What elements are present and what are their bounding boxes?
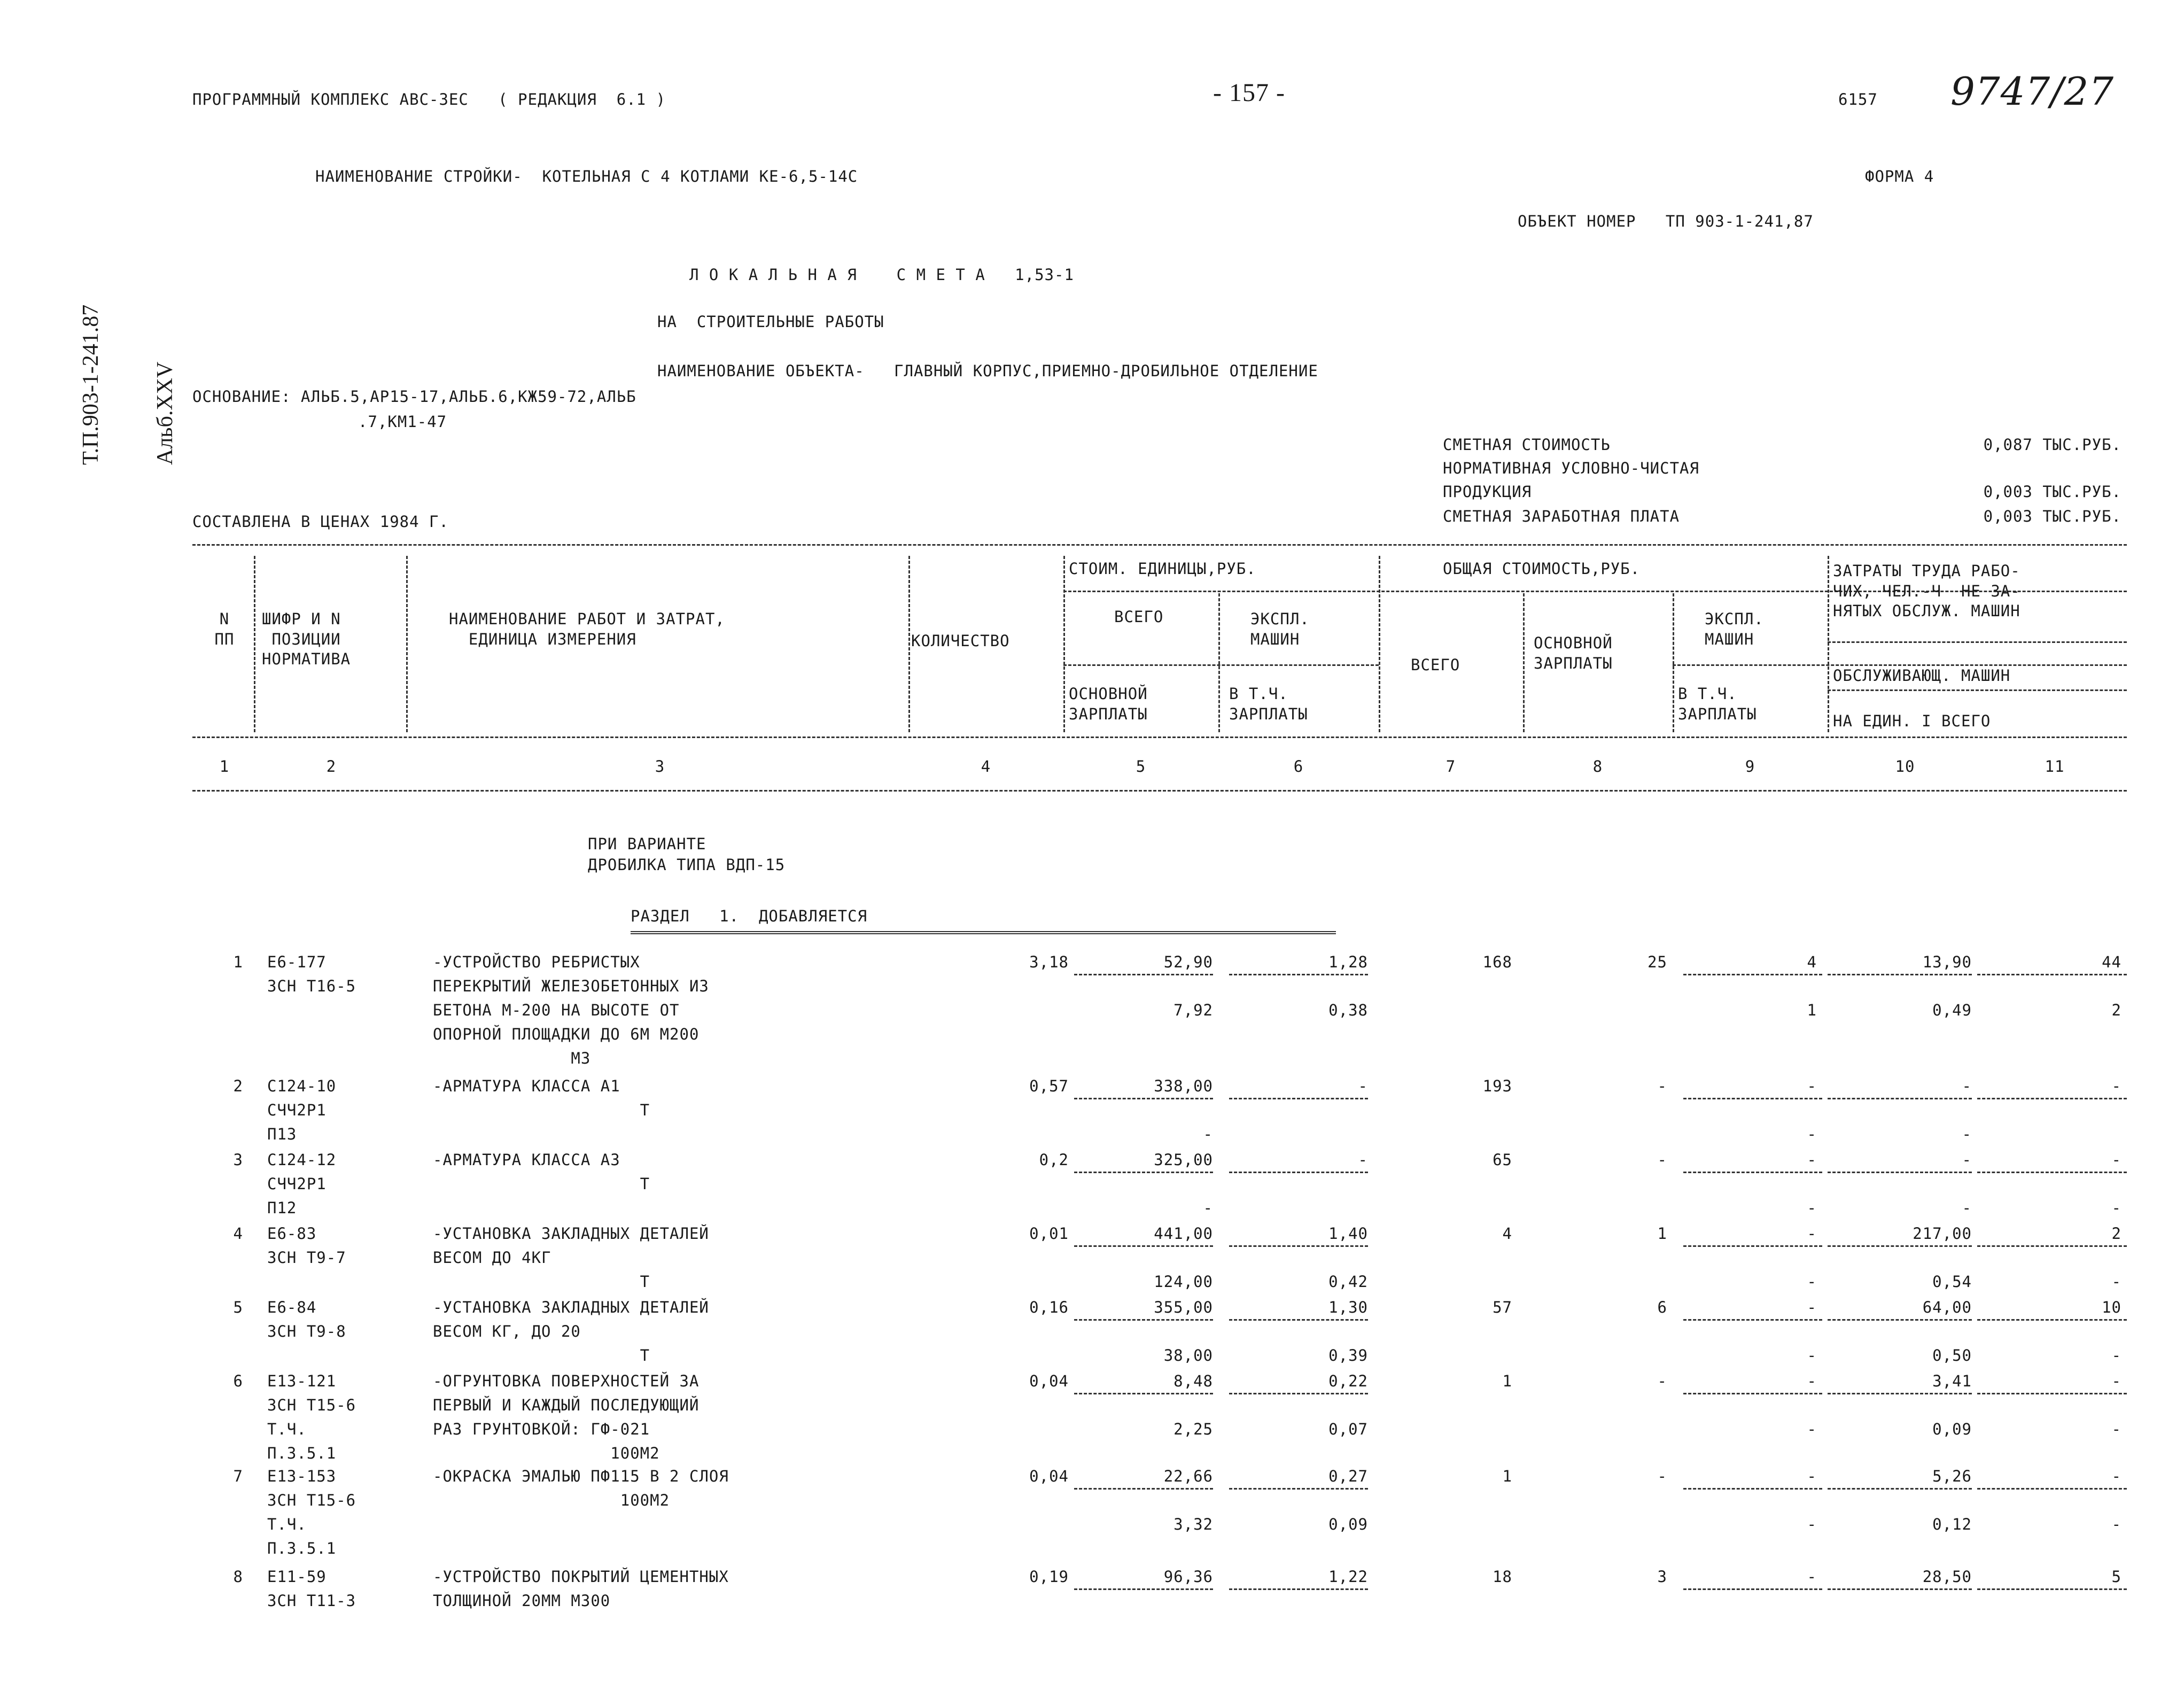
cell-divider — [1977, 1319, 2127, 1321]
row-labor-unit: 3,41 — [1932, 1372, 1972, 1390]
row-quantity: 0,16 — [1029, 1298, 1069, 1316]
head-sub-rule — [1828, 641, 2127, 643]
row-unit-incl-wages: 0,07 — [1328, 1420, 1368, 1438]
row-unit-machines: 0,22 — [1328, 1372, 1368, 1390]
section-title: РАЗДЕЛ 1. ДОБАВЛЯЕТСЯ — [631, 907, 868, 925]
row-labor-total-machines: - — [2111, 1420, 2121, 1438]
row-code: Е6-83 ЗСН Т9-7 — [267, 1224, 346, 1267]
row-unit-machines: - — [1358, 1151, 1368, 1169]
handwritten-number: 9747/27 — [1950, 69, 2115, 114]
row-machines: - — [1807, 1077, 1817, 1095]
row-machines: - — [1807, 1298, 1817, 1316]
row-labor-unit: 217,00 — [1913, 1224, 1972, 1243]
row-labor-total: 2 — [2111, 1224, 2121, 1243]
cell-divider — [1828, 1172, 1972, 1173]
row-unit-machines: 0,27 — [1328, 1467, 1368, 1485]
col-head-labor-machines: ОБСЛУЖИВАЮЩ. МАШИН — [1833, 666, 2011, 685]
column-number: 1 — [219, 757, 230, 776]
cell-divider — [1229, 1488, 1368, 1490]
row-unit-machines: 1,30 — [1328, 1298, 1368, 1316]
cell-divider — [1229, 1245, 1368, 1247]
head-sub-rule — [1828, 689, 2127, 691]
row-wages: 25 — [1647, 953, 1667, 971]
row-labor-total-machines: - — [2111, 1199, 2121, 1217]
cell-divider — [1828, 1319, 1972, 1321]
cell-divider — [1683, 974, 1822, 975]
column-number: 9 — [1745, 757, 1755, 776]
row-name: -УСТАНОВКА ЗАКЛАДНЫХ ДЕТАЛЕЙ ВЕСОМ КГ, ДО 20 Т — [433, 1298, 709, 1364]
cell-divider — [1977, 1588, 2127, 1590]
row-code: Е6-177 ЗСН Т16-5 — [267, 953, 356, 995]
row-name: -АРМАТУРА КЛАССА А1 Т — [433, 1077, 650, 1119]
cell-divider — [1074, 1245, 1213, 1247]
row-labor-total: 10 — [2102, 1298, 2121, 1316]
program-name: ПРОГРАММНЫЙ КОМПЛЕКС АВС-3ЕС ( РЕДАКЦИЯ 6.1 ) — [192, 90, 666, 108]
table-top-rule — [192, 544, 2127, 546]
row-labor-total-machines: 2 — [2111, 1001, 2121, 1019]
row-machines-incl-wages: - — [1807, 1273, 1817, 1291]
col-head-code: ШИФР И N ПОЗИЦИИ НОРМАТИВА — [262, 610, 351, 669]
row-unit-total: 22,66 — [1163, 1467, 1213, 1485]
head-divider — [908, 556, 910, 732]
cell-divider — [1074, 1172, 1213, 1173]
cell-divider — [1828, 1393, 1972, 1394]
page-number: - 157 - — [1213, 79, 1285, 107]
row-name: -УСТРОЙСТВО РЕБРИСТЫХ ПЕРЕКРЫТИЙ ЖЕЛЕЗОБЕТОННЫХ ИЗ БЕТОНА М-200 НА ВЫСОТЕ ОТ ОПОРНОЙ ПЛОЩАДКИ ДО 6М М200 М3 — [433, 953, 709, 1067]
cell-divider — [1683, 1172, 1822, 1173]
row-name: -УСТАНОВКА ЗАКЛАДНЫХ ДЕТАЛЕЙ ВЕСОМ ДО 4КГ Т — [433, 1224, 709, 1291]
head-sub-rule — [1673, 664, 2127, 666]
row-wages: - — [1657, 1077, 1667, 1095]
form-number: ФОРМА 4 — [1865, 167, 1934, 185]
row-number: 8 — [233, 1568, 243, 1586]
row-code: Е13-121 ЗСН Т15-6 Т.Ч. П.3.5.1 — [267, 1372, 356, 1462]
column-number: 2 — [326, 757, 337, 776]
row-number: 4 — [233, 1224, 243, 1243]
row-code: Е6-84 ЗСН Т9-8 — [267, 1298, 346, 1340]
row-labor-unit-machines: 0,54 — [1932, 1273, 1972, 1291]
row-quantity: 0,01 — [1029, 1224, 1069, 1243]
row-total: 1 — [1502, 1372, 1512, 1390]
row-code: Е13-153 ЗСН Т15-6 Т.Ч. П.3.5.1 — [267, 1467, 356, 1557]
col-head-total-machines: ЭКСПЛ. МАШИН — [1705, 610, 1764, 648]
row-unit-total: 8,48 — [1173, 1372, 1213, 1390]
side-stamp-album: Альб.XXV — [152, 361, 177, 465]
row-unit-wages: 2,25 — [1173, 1420, 1213, 1438]
column-number: 11 — [2045, 757, 2065, 776]
cell-divider — [1828, 974, 1972, 975]
row-labor-unit-machines: 0,49 — [1932, 1001, 1972, 1019]
row-name: -ОКРАСКА ЭМАЛЬЮ ПФ115 В 2 СЛОЯ 100М2 — [433, 1467, 729, 1509]
summary-value: 0,003 ТЫС.РУБ. — [1983, 507, 2121, 525]
row-unit-wages: 38,00 — [1163, 1346, 1213, 1364]
row-labor-unit-machines: - — [1962, 1125, 1972, 1143]
head-divider — [1218, 593, 1220, 732]
cell-divider — [1074, 1098, 1213, 1099]
summary-label: НОРМАТИВНАЯ УСЛОВНО-ЧИСТАЯ — [1443, 459, 1699, 477]
head-divider — [406, 556, 408, 732]
row-labor-unit-machines: 0,50 — [1932, 1346, 1972, 1364]
row-wages: - — [1657, 1467, 1667, 1485]
head-divider — [254, 556, 255, 732]
row-quantity: 0,2 — [1039, 1151, 1069, 1169]
row-code: С124-12 СЧЧ2Р1 П12 — [267, 1151, 337, 1217]
row-unit-total: 441,00 — [1154, 1224, 1213, 1243]
row-labor-total: 44 — [2102, 953, 2121, 971]
row-unit-total: 96,36 — [1163, 1568, 1213, 1586]
row-wages: 3 — [1657, 1568, 1667, 1586]
cell-divider — [1074, 1588, 1213, 1590]
col-head-total-wages: ОСНОВНОЙ ЗАРПЛАТЫ — [1534, 634, 1613, 672]
row-machines-incl-wages: - — [1807, 1420, 1817, 1438]
row-number: 1 — [233, 953, 243, 971]
row-labor-total: - — [2111, 1372, 2121, 1390]
row-number: 3 — [233, 1151, 243, 1169]
summary-label: СМЕТНАЯ ЗАРАБОТНАЯ ПЛАТА — [1443, 507, 1680, 525]
col-head-unit-machines: ЭКСПЛ. МАШИН — [1250, 610, 1310, 648]
cell-divider — [1828, 1488, 1972, 1490]
row-quantity: 0,04 — [1029, 1372, 1069, 1390]
cell-divider — [1977, 974, 2127, 975]
row-wages: 6 — [1657, 1298, 1667, 1316]
row-labor-unit: - — [1962, 1151, 1972, 1169]
side-stamp — [29, 305, 202, 465]
object-number: ОБЪЕКТ НОМЕР ТП 903-1-241,87 — [1518, 212, 1814, 230]
col-head-total-cost: ОБЩАЯ СТОИМОСТЬ,РУБ. — [1443, 560, 1641, 578]
row-wages: - — [1657, 1151, 1667, 1169]
row-unit-machines: 1,28 — [1328, 953, 1368, 971]
row-labor-unit: 13,90 — [1922, 953, 1972, 971]
column-number: 4 — [981, 757, 991, 776]
row-machines-incl-wages: - — [1807, 1125, 1817, 1143]
head-divider — [1523, 593, 1525, 732]
cell-divider — [1229, 1588, 1368, 1590]
cell-divider — [1074, 1488, 1213, 1490]
row-labor-total: - — [2111, 1467, 2121, 1485]
col-head-unit-total: ВСЕГО — [1114, 608, 1164, 626]
head-rule — [192, 736, 2127, 738]
row-number: 2 — [233, 1077, 243, 1095]
col-head-unit-incl-wages: В Т.Ч. ЗАРПЛАТЫ — [1229, 685, 1308, 723]
object-name: НАИМЕНОВАНИЕ ОБЪЕКТА- ГЛАВНЫЙ КОРПУС,ПРИЕМНО-ДРОБИЛЬНОЕ ОТДЕЛЕНИЕ — [657, 362, 1318, 380]
cell-divider — [1229, 1172, 1368, 1173]
variant-note: ПРИ ВАРИАНТЕ ДРОБИЛКА ТИПА ВДП-15 — [588, 835, 786, 874]
row-labor-unit: - — [1962, 1077, 1972, 1095]
row-unit-wages: 7,92 — [1173, 1001, 1213, 1019]
row-quantity: 0,57 — [1029, 1077, 1069, 1095]
row-labor-unit: 5,26 — [1932, 1467, 1972, 1485]
row-total: 65 — [1493, 1151, 1512, 1169]
cell-divider — [1683, 1319, 1822, 1321]
cell-divider — [1683, 1588, 1822, 1590]
col-head-name: НАИМЕНОВАНИЕ РАБОТ И ЗАТРАТ, ЕДИНИЦА ИЗМЕРЕНИЯ — [449, 610, 725, 648]
row-unit-machines: 1,40 — [1328, 1224, 1368, 1243]
row-total: 57 — [1493, 1298, 1512, 1316]
col-head-total: ВСЕГО — [1411, 656, 1460, 674]
head-divider — [1828, 556, 1829, 732]
head-bottom-rule — [192, 790, 2127, 792]
cell-divider — [1977, 1098, 2127, 1099]
row-unit-incl-wages: 0,38 — [1328, 1001, 1368, 1019]
construction-name: НАИМЕНОВАНИЕ СТРОЙКИ- КОТЕЛЬНАЯ С 4 КОТЛАМИ КЕ-6,5-14С — [315, 167, 858, 185]
row-total: 4 — [1502, 1224, 1512, 1243]
cell-divider — [1977, 1172, 2127, 1173]
cell-divider — [1229, 1393, 1368, 1394]
column-number: 5 — [1136, 757, 1146, 776]
row-machines: - — [1807, 1467, 1817, 1485]
cell-divider — [1828, 1588, 1972, 1590]
row-machines: - — [1807, 1372, 1817, 1390]
row-unit-incl-wages: 0,09 — [1328, 1515, 1368, 1533]
head-divider — [1379, 556, 1380, 732]
row-number: 6 — [233, 1372, 243, 1390]
cell-divider — [1828, 1245, 1972, 1247]
cell-divider — [1074, 1393, 1213, 1394]
row-unit-total: 338,00 — [1154, 1077, 1213, 1095]
cell-divider — [1229, 974, 1368, 975]
document-code: 6157 — [1838, 90, 1878, 108]
cell-divider — [1828, 1098, 1972, 1099]
row-labor-unit: 64,00 — [1922, 1298, 1972, 1316]
row-machines: - — [1807, 1224, 1817, 1243]
col-head-labor-units: НА ЕДИН. I ВСЕГО — [1833, 712, 1991, 730]
cell-divider — [1074, 974, 1213, 975]
row-total: 1 — [1502, 1467, 1512, 1485]
document-subtitle: НА СТРОИТЕЛЬНЫЕ РАБОТЫ — [657, 313, 884, 331]
column-number: 6 — [1293, 757, 1304, 776]
column-number: 3 — [655, 757, 665, 776]
cell-divider — [1683, 1393, 1822, 1394]
row-machines-incl-wages: - — [1807, 1199, 1817, 1217]
document-title: Л О К А Л Ь Н А Я С М Е Т А 1,53-1 — [689, 266, 1074, 284]
row-total: 193 — [1482, 1077, 1512, 1095]
row-unit-incl-wages: 0,42 — [1328, 1273, 1368, 1291]
row-unit-total: 52,90 — [1163, 953, 1213, 971]
row-labor-total-machines: - — [2111, 1515, 2121, 1533]
row-labor-total: - — [2111, 1151, 2121, 1169]
row-number: 5 — [233, 1298, 243, 1316]
row-unit-wages: - — [1203, 1125, 1213, 1143]
row-total: 18 — [1493, 1568, 1512, 1586]
col-head-labor: ЗАТРАТЫ ТРУДА РАБО- ЧИХ, ЧЕЛ.-Ч НЕ ЗА- НЯТЫХ ОБСЛУЖ. МАШИН — [1833, 562, 2020, 621]
row-code: Е11-59 ЗСН Т11-3 — [267, 1568, 356, 1610]
head-divider — [1673, 593, 1674, 732]
row-machines-incl-wages: - — [1807, 1515, 1817, 1533]
cell-divider — [1074, 1319, 1213, 1321]
row-wages: 1 — [1657, 1224, 1667, 1243]
row-machines: 4 — [1807, 953, 1817, 971]
column-number: 8 — [1592, 757, 1603, 776]
summary-value: 0,003 ТЫС.РУБ. — [1983, 483, 2121, 501]
price-level: СОСТАВЛЕНА В ЦЕНАХ 1984 Г. — [192, 513, 449, 531]
col-head-unit-cost: СТОИМ. ЕДИНИЦЫ,РУБ. — [1069, 560, 1256, 578]
row-name: -АРМАТУРА КЛАССА А3 Т — [433, 1151, 650, 1193]
row-machines: - — [1807, 1568, 1817, 1586]
row-unit-wages: - — [1203, 1199, 1213, 1217]
row-unit-total: 325,00 — [1154, 1151, 1213, 1169]
head-divider — [1063, 556, 1065, 732]
row-unit-total: 355,00 — [1154, 1298, 1213, 1316]
basis-line-1: ОСНОВАНИЕ: АЛЬБ.5,АР15-17,АЛЬБ.6,КЖ59-72,АЛЬБ — [192, 387, 636, 406]
cell-divider — [1683, 1245, 1822, 1247]
cell-divider — [1977, 1245, 2127, 1247]
cell-divider — [1977, 1393, 2127, 1394]
row-unit-machines: 1,22 — [1328, 1568, 1368, 1586]
cell-divider — [1683, 1098, 1822, 1099]
row-labor-unit-machines: 0,12 — [1932, 1515, 1972, 1533]
row-quantity: 0,04 — [1029, 1467, 1069, 1485]
row-labor-total: - — [2111, 1077, 2121, 1095]
cell-divider — [1683, 1488, 1822, 1490]
summary-label: СМЕТНАЯ СТОИМОСТЬ — [1443, 436, 1611, 454]
row-name: -ОГРУНТОВКА ПОВЕРХНОСТЕЙ ЗА ПЕРВЫЙ И КАЖДЫЙ ПОСЛЕДУЮЩИЙ РАЗ ГРУНТОВКОЙ: ГФ-021 100М2 — [433, 1372, 699, 1462]
row-machines-incl-wages: 1 — [1807, 1001, 1817, 1019]
row-labor-total-machines: - — [2111, 1273, 2121, 1291]
row-code: С124-10 СЧЧ2Р1 П13 — [267, 1077, 337, 1143]
column-number: 7 — [1445, 757, 1456, 776]
row-unit-incl-wages: 0,39 — [1328, 1346, 1368, 1364]
row-labor-total: 5 — [2111, 1568, 2121, 1586]
col-head-qty: КОЛИЧЕСТВО — [911, 632, 1010, 650]
row-labor-unit: 28,50 — [1922, 1568, 1972, 1586]
col-head-total-incl-wages: В Т.Ч. ЗАРПЛАТЫ — [1678, 685, 1757, 723]
row-total: 168 — [1482, 953, 1512, 971]
row-unit-wages: 124,00 — [1154, 1273, 1213, 1291]
row-unit-wages: 3,32 — [1173, 1515, 1213, 1533]
row-machines-incl-wages: - — [1807, 1346, 1817, 1364]
side-stamp-project: Т.П.903-1-241.87 — [79, 304, 104, 465]
section-underline — [631, 931, 1336, 934]
cell-divider — [1229, 1319, 1368, 1321]
row-wages: - — [1657, 1372, 1667, 1390]
row-machines: - — [1807, 1151, 1817, 1169]
basis-line-2: .7,КМ1-47 — [358, 413, 447, 431]
summary-label: ПРОДУКЦИЯ — [1443, 483, 1532, 501]
cell-divider — [1229, 1098, 1368, 1099]
row-quantity: 3,18 — [1029, 953, 1069, 971]
summary-value: 0,087 ТЫС.РУБ. — [1983, 436, 2121, 454]
row-labor-unit-machines: 0,09 — [1932, 1420, 1972, 1438]
head-sub-rule — [1063, 664, 1379, 666]
row-quantity: 0,19 — [1029, 1568, 1069, 1586]
column-number: 10 — [1895, 757, 1915, 776]
row-labor-total-machines: - — [2111, 1346, 2121, 1364]
row-unit-machines: - — [1358, 1077, 1368, 1095]
row-name: -УСТРОЙСТВО ПОКРЫТИЙ ЦЕМЕНТНЫХ ТОЛЩИНОЙ 20ММ М300 — [433, 1568, 729, 1610]
cell-divider — [1977, 1488, 2127, 1490]
row-labor-unit-machines: - — [1962, 1199, 1972, 1217]
col-head-n: N ПП — [214, 610, 235, 648]
row-number: 7 — [233, 1467, 243, 1485]
col-head-unit-wages: ОСНОВНОЙ ЗАРПЛАТЫ — [1069, 685, 1148, 723]
